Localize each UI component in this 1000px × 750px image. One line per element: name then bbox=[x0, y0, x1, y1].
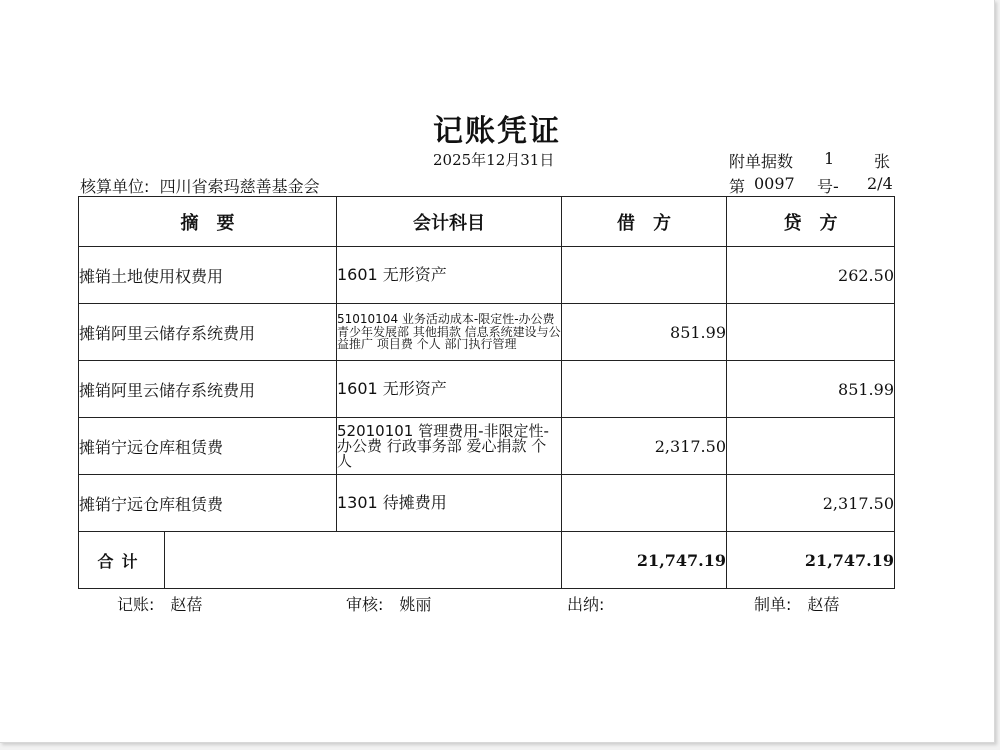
total-debit: 21,747.19 bbox=[562, 532, 727, 589]
table-row bbox=[79, 361, 895, 418]
row-account: 51010104 业务活动成本-限定性-办公费 青少年发展部 其他捐款 信息系统建设与公益推广 项目费 个人 部门执行管理 bbox=[337, 304, 562, 361]
accounting-unit-name: 四川省索玛慈善基金会 bbox=[159, 177, 320, 196]
voucher-title: 记账凭证 bbox=[433, 114, 561, 149]
voucher-date: 2025年12月31日 bbox=[433, 151, 555, 169]
row-credit bbox=[727, 304, 895, 361]
total-credit: 21,747.19 bbox=[727, 532, 895, 589]
row-summary: 摊销宁远仓库租赁费 bbox=[79, 418, 337, 475]
row-credit: 2,317.50 bbox=[727, 475, 895, 532]
row-debit bbox=[562, 475, 727, 532]
row-credit: 262.50 bbox=[727, 247, 895, 304]
row-account: 1301 待摊费用 bbox=[337, 475, 562, 532]
bookkeeper-signature: 记账: 赵蓓 bbox=[117, 595, 203, 614]
attachment-number: 1 bbox=[824, 149, 835, 168]
table-header-row bbox=[79, 197, 895, 247]
header-account: 会计科目 bbox=[337, 197, 562, 247]
reviewer-signature: 审核: 姚丽 bbox=[346, 595, 432, 614]
row-debit bbox=[562, 247, 727, 304]
total-row bbox=[79, 532, 895, 589]
row-debit: 851.99 bbox=[562, 304, 727, 361]
row-account: 52010101 管理费用-非限定性-办公费 行政事务部 爱心捐款 个人 bbox=[337, 418, 562, 475]
row-account: 1601 无形资产 bbox=[337, 247, 562, 304]
table-row bbox=[79, 418, 895, 475]
accounting-unit bbox=[80, 174, 320, 197]
row-summary: 摊销土地使用权费用 bbox=[79, 247, 337, 304]
total-blank bbox=[165, 532, 562, 589]
row-debit: 2,317.50 bbox=[562, 418, 727, 475]
voucher-number-value: 0097 bbox=[754, 174, 795, 193]
header-summary: 摘 要 bbox=[79, 197, 337, 247]
cashier-signature: 出纳: bbox=[567, 595, 605, 614]
attachment-label: 附单据数 bbox=[729, 152, 794, 171]
row-summary: 摊销宁远仓库租赁费 bbox=[79, 475, 337, 532]
row-credit bbox=[727, 418, 895, 475]
total-label: 合计 bbox=[79, 532, 165, 589]
row-account: 1601 无形资产 bbox=[337, 361, 562, 418]
header-debit: 借 方 bbox=[562, 197, 727, 247]
row-summary: 摊销阿里云储存系统费用 bbox=[79, 361, 337, 418]
header-credit: 贷 方 bbox=[727, 197, 895, 247]
row-credit: 851.99 bbox=[727, 361, 895, 418]
accounting-unit-label: 核算单位: bbox=[80, 177, 150, 196]
voucher-number-prefix: 第 bbox=[729, 177, 746, 196]
row-summary: 摊销阿里云储存系统费用 bbox=[79, 304, 337, 361]
voucher-table bbox=[78, 196, 895, 589]
table-row bbox=[79, 304, 895, 361]
row-debit bbox=[562, 361, 727, 418]
voucher-page: 2/4 bbox=[867, 174, 893, 193]
table-row bbox=[79, 247, 895, 304]
voucher-number-suffix: 号- bbox=[817, 177, 839, 196]
table-row bbox=[79, 475, 895, 532]
attachment-unit: 张 bbox=[874, 152, 891, 171]
preparer-signature: 制单: 赵蓓 bbox=[754, 595, 840, 614]
